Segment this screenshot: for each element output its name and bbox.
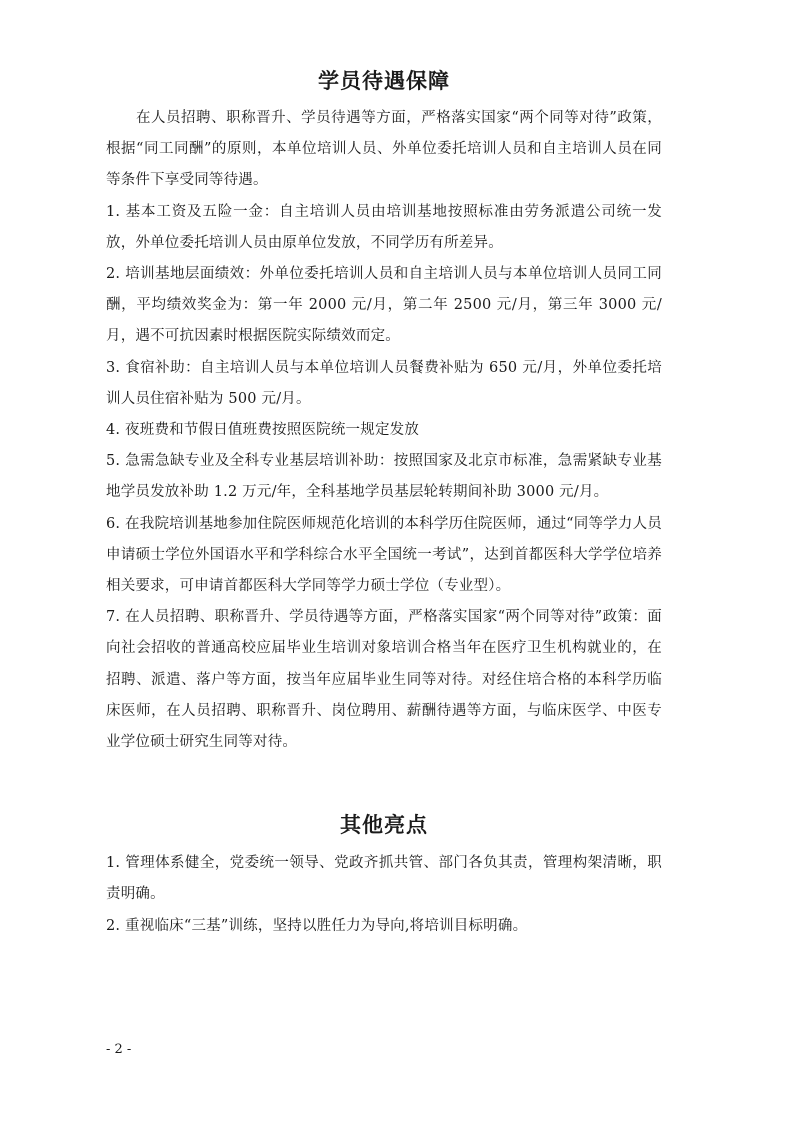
section-title-highlights: 其他亮点 bbox=[340, 813, 428, 838]
page-content bbox=[106, 62, 662, 942]
highlights-item-1: 1. 管理体系健全，党委统一领导、党政齐抓共管、部门各负其责，管理构架清晰，职责明确。 bbox=[106, 855, 662, 903]
benefits-item-2: 2. 培训基地层面绩效：外单位委托培训人员和自主培训人员与本单位培训人员同工同酬，平均绩效奖金为：第一年 2000 元/月，第二年 2500 元/月，第三年 3000 元/月，遇不可抗因素时根据医院实际绩效而定。 bbox=[106, 266, 662, 345]
benefits-item-3: 3. 食宿补助：自主培训人员与本单位培训人员餐费补贴为 650 元/月，外单位委托培训人员住宿补贴为 500 元/月。 bbox=[106, 359, 662, 407]
section-spacer bbox=[106, 758, 662, 806]
page-number: - 2 - bbox=[106, 1042, 132, 1057]
benefits-item-6: 6. 在我院培训基地参加住院医师规范化培训的本科学历住院医师，通过“同等学力人员申请硕士学位外国语水平和学科综合水平全国统一考试”，达到首都医科大学学位培养相关要求，可申请首都医科大学同等学力硕士学位（专业型）。 bbox=[106, 515, 662, 595]
benefits-item-4: 4. 夜班费和节假日值班费按照医院统一规定发放 bbox=[106, 422, 420, 439]
highlights-item-2: 2. 重视临床“三基”训练，坚持以胜任力为导向,将培训目标明确。 bbox=[106, 917, 528, 934]
section-title-benefits: 学员待遇保障 bbox=[318, 69, 450, 93]
benefits-item-1: 1. 基本工资及五险一金：自主培训人员由培训基地按照标准由劳务派遣公司统一发放，外单位委托培训人员由原单位发放，不同学历有所差异。 bbox=[106, 203, 662, 251]
benefits-item-7: 7. 在人员招聘、职称晋升、学员待遇等方面，严格落实国家“两个同等对待”政策：面向社会招收的普通高校应届毕业生培训对象培训合格当年在医疗卫生机构就业的，在招聘、派遣、落户等方面，按当年应届毕业生同等对待。对经住培合格的本科学历临床医师，在人员招聘、职称晋升、岗位聘用、薪酬待遇等方面，与临床医学、中医专业学位硕士研究生同等对待。 bbox=[106, 609, 662, 751]
benefits-item-5: 5. 急需急缺专业及全科专业基层培训补助：按照国家及北京市标准，急需紧缺专业基地学员发放补助 1.2 万元/年，全科基地学员基层轮转期间补助 3000 元/月。 bbox=[106, 453, 662, 501]
benefits-intro-paragraph: 在人员招聘、职称晋升、学员待遇等方面，严格落实国家“两个同等对待”政策，根据“同工同酬”的原则，本单位培训人员、外单位委托培训人员和自主培训人员在同等条件下享受同等待遇。 bbox=[106, 110, 662, 189]
